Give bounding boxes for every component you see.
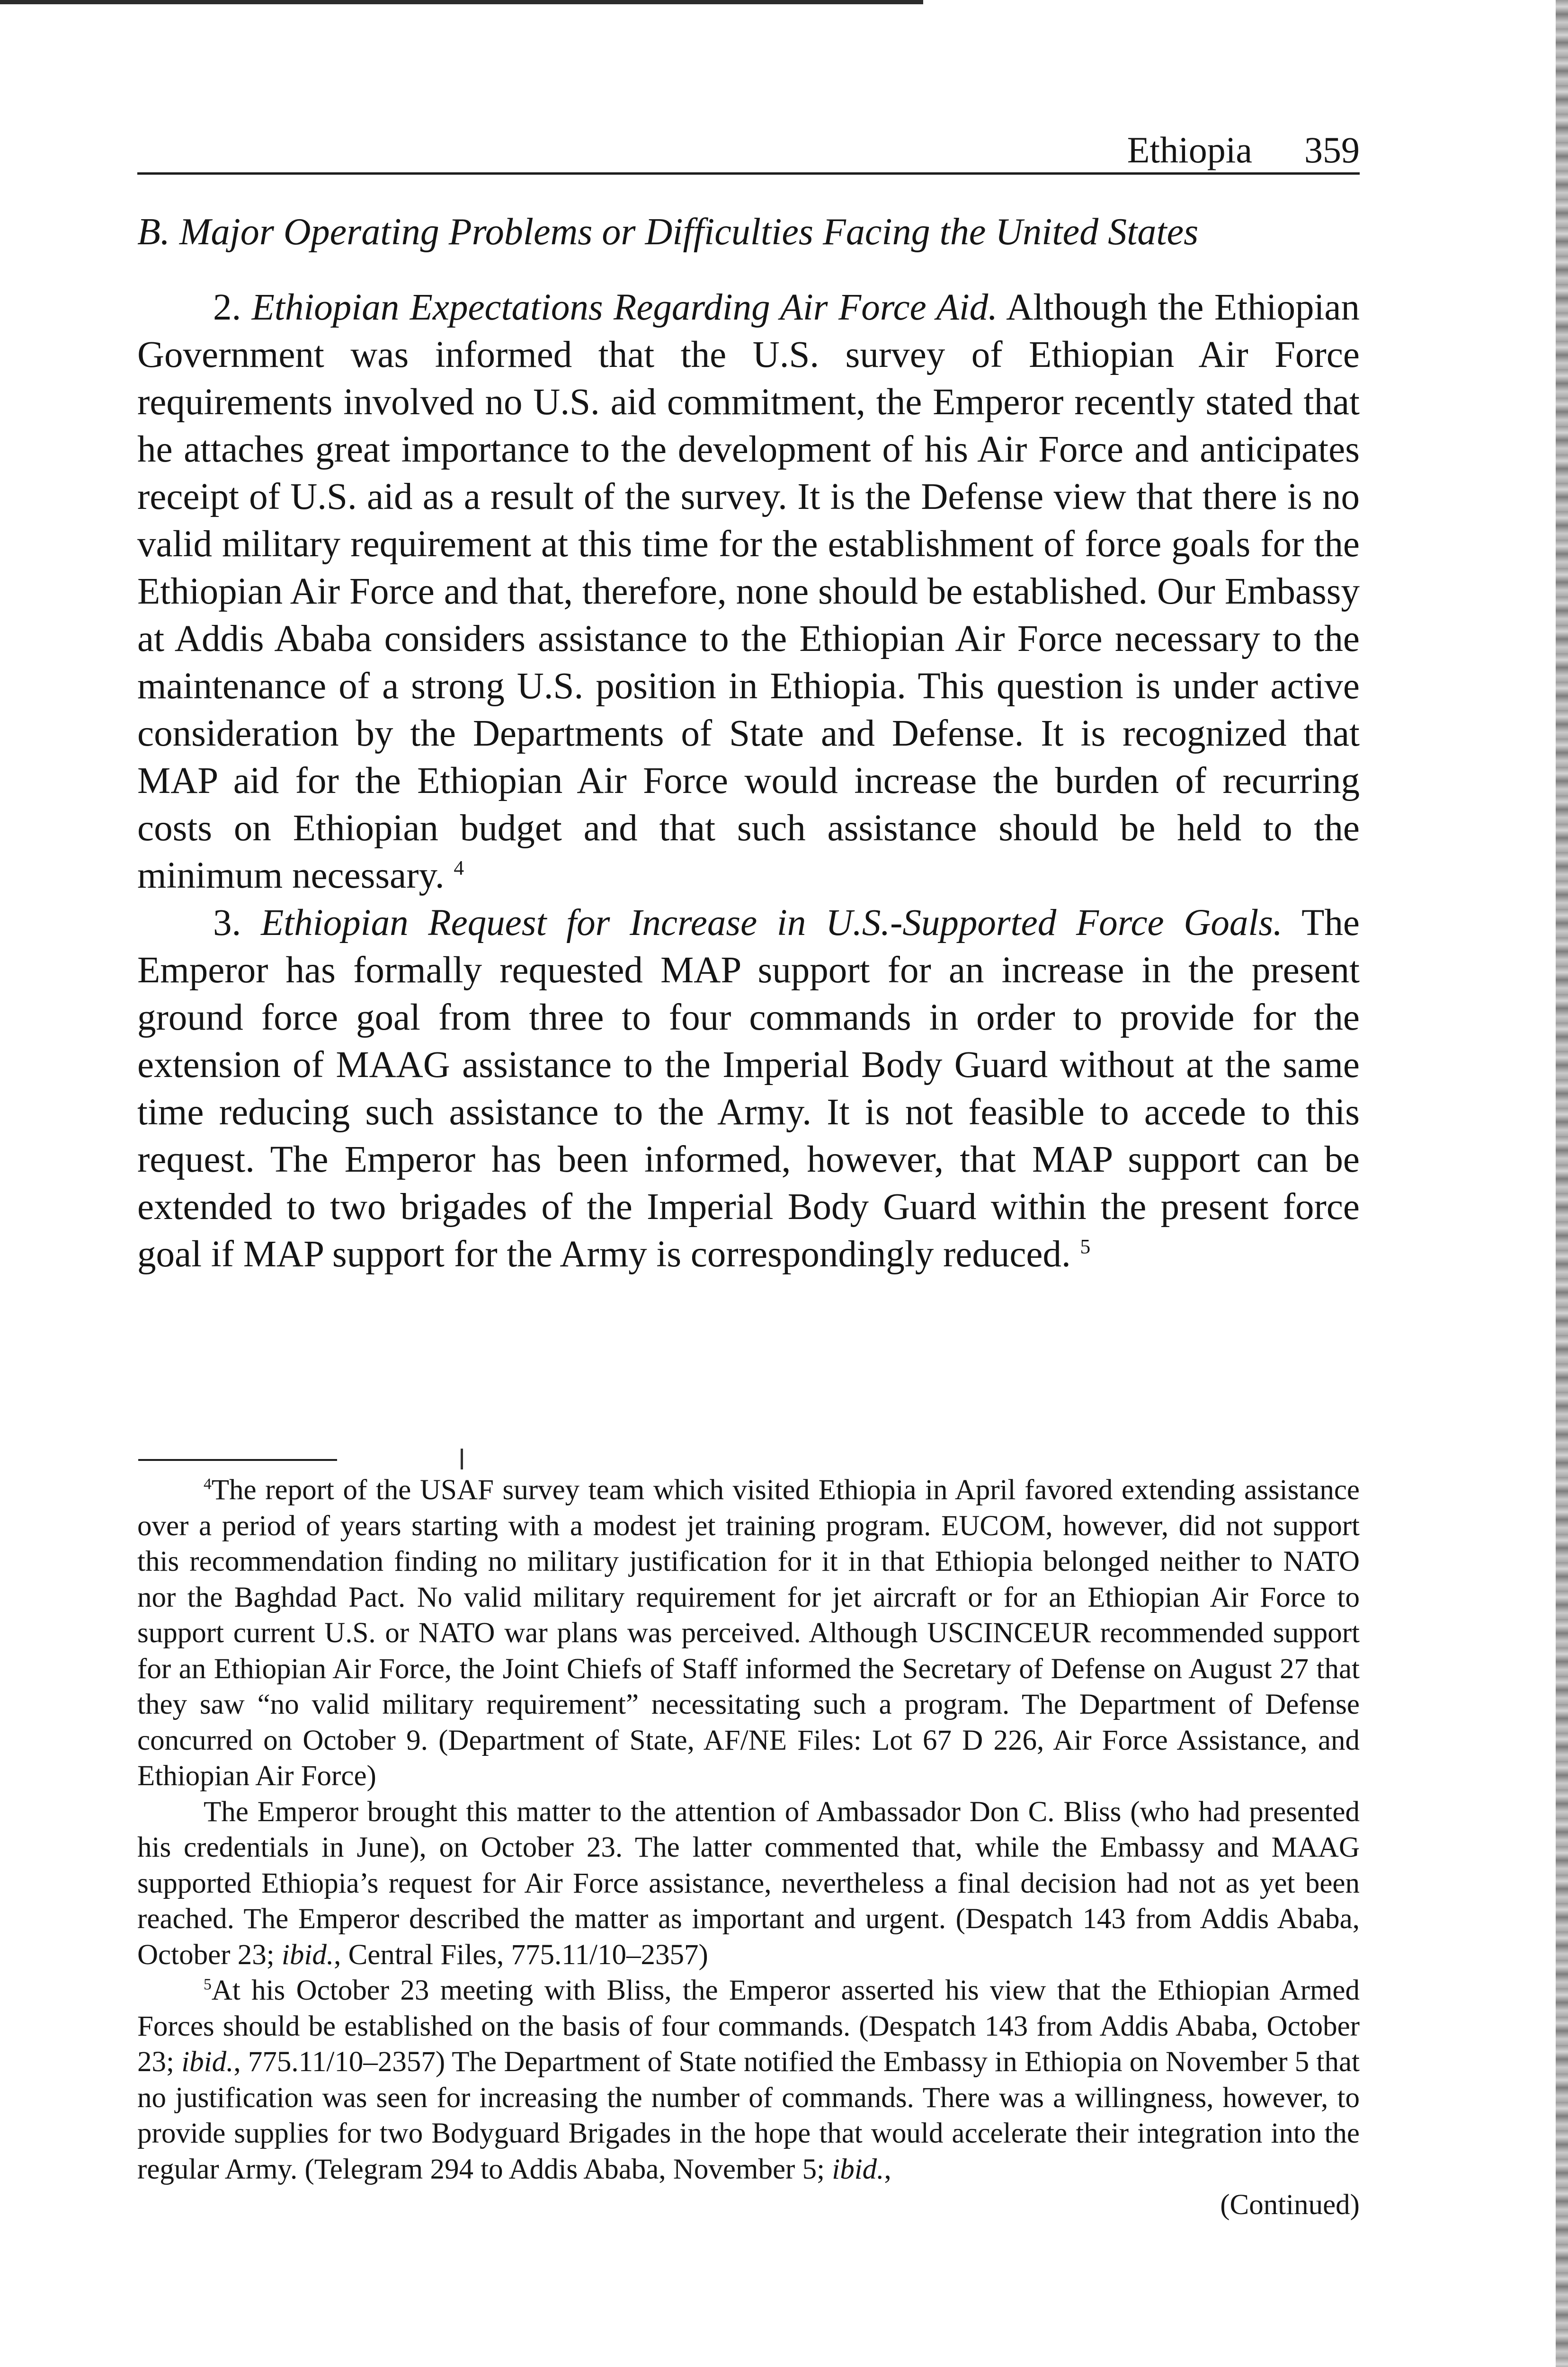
top-edge-rule [0,0,923,4]
footnote-marker: 5 [204,1975,212,1993]
scan-mark [461,1449,463,1469]
scanned-page-edge [1556,0,1568,2367]
footnote-marker: 4 [204,1475,212,1493]
paragraph-text: Although the Ethiopian Government was informed that the U.S. survey of Ethiopian Air Force requirements involved no U.S. aid commitment, the Emperor recently stated that he attaches great importance to the development of his Air Force and anticipates receipt of U.S. aid as a result of the survey. It is the Defense view that there is no valid military requirement at this time for the establishment of force goals for the Ethiopian Air Force and that, therefore, none should be established. Our Embassy at Addis Ababa considers assistance to the Ethiopian Air Force necessary to the maintenance of a strong U.S. position in Ethiopia. This question is under active consideration by the Departments of State and Defense. It is recognized that MAP aid for the Ethiopian Air Force would increase the burden of recurring costs on Ethiopian budget and that such assistance should be held to the minimum necessary. [137,287,1360,896]
paragraph-number: 3. [213,902,241,943]
paragraph-heading: Ethiopian Request for Increase in U.S.-Supported Force Goals. [261,902,1283,943]
paragraph-heading: Ethiopian Expectations Regarding Air Force Aid. [251,287,998,328]
paragraph-3 [137,899,1360,1278]
running-head-title: Ethiopia [1127,129,1252,170]
paragraph-2 [137,284,1360,899]
footnote-separator [138,1459,337,1461]
footnote-4 [137,1472,1360,1794]
footnote-text: The report of the USAF survey team which visited Ethiopia in April favored extending assistance over a period of years starting with a modest jet training program. EUCOM, however, did not support this recommendation finding no military justification for it in that Ethiopia belonged neither to NATO nor the Baghdad Pact. No valid military requirement for jet aircraft or for an Ethiopian Air Force to support current U.S. or NATO war plans was perceived. Although USCINCEUR recommended support for an Ethiopian Air Force, the Joint Chiefs of Staff informed the Secretary of Defense on August 27 that they saw “no valid military requirement” necessitating such a program. The Department of Defense concurred on October 9. (Department of State, AF/NE Files: Lot 67 D 226, Air Force Assistance, and Ethiopian Air Force) [137,1474,1360,1792]
footnote-text: At his October 23 meeting with Bliss, the Emperor asserted his view that the Ethiopian Armed Forces should be established on the basis of four commands. (Despatch 143 from Addis Ababa, October 23; [137,1975,1360,2078]
ibid: ibid. [832,2153,884,2185]
running-head [137,127,1360,175]
page-number: 359 [1304,129,1360,170]
footnote-5 [137,1973,1360,2187]
ibid: ibid. [181,2046,234,2078]
section-heading: B. Major Operating Problems or Difficulties Facing the United States [137,211,1199,253]
body-text [137,284,1360,1278]
footnote-text: , [884,2153,891,2185]
paragraph-text: The Emperor has formally requested MAP support for an increase in the present ground force goal from three to four commands in order to provide for the extension of MAAG assistance to the Imperial Body Guard without at the same time reducing such assistance to the Army. It is not feasible to accede to this request. The Emperor has been informed, however, that MAP support can be extended to two brigades of the Imperial Body Guard within the present force goal if MAP support for the Army is correspondingly reduced. [137,902,1360,1275]
footnote-4-continued [137,1794,1360,1973]
footnote-ref-5[interactable]: 5 [1080,1235,1091,1258]
footnotes [137,1472,1360,2223]
footnote-ref-4[interactable]: 4 [454,856,464,880]
footnote-text: , 775.11/10–2357) The Department of State notified the Embassy in Ethiopia on November 5 that no justification was seen for increasing the number of commands. There was a willingness, however, to provide supplies for two Bodyguard Brigades in the hope that would accelerate their integration into the regular Army. (Telegram 294 to Addis Ababa, November 5; [137,2046,1360,2185]
paragraph-number: 2. [213,287,241,328]
continued-label: (Continued) [1220,2189,1360,2221]
footnote-text: , Central Files, 775.11/10–2357) [334,1939,708,1971]
footnote-text: The Emperor brought this matter to the attention of Ambassador Don C. Bliss (who had presented his credentials in June), on October 23. The latter commented that, while the Embassy and MAAG supported Ethiopia’s request for Air Force assistance, nevertheless a final decision had not as yet been reached. The Emperor described the matter as important and urgent. (Despatch 143 from Addis Ababa, October 23; [137,1796,1360,1971]
ibid: ibid. [281,1939,334,1971]
